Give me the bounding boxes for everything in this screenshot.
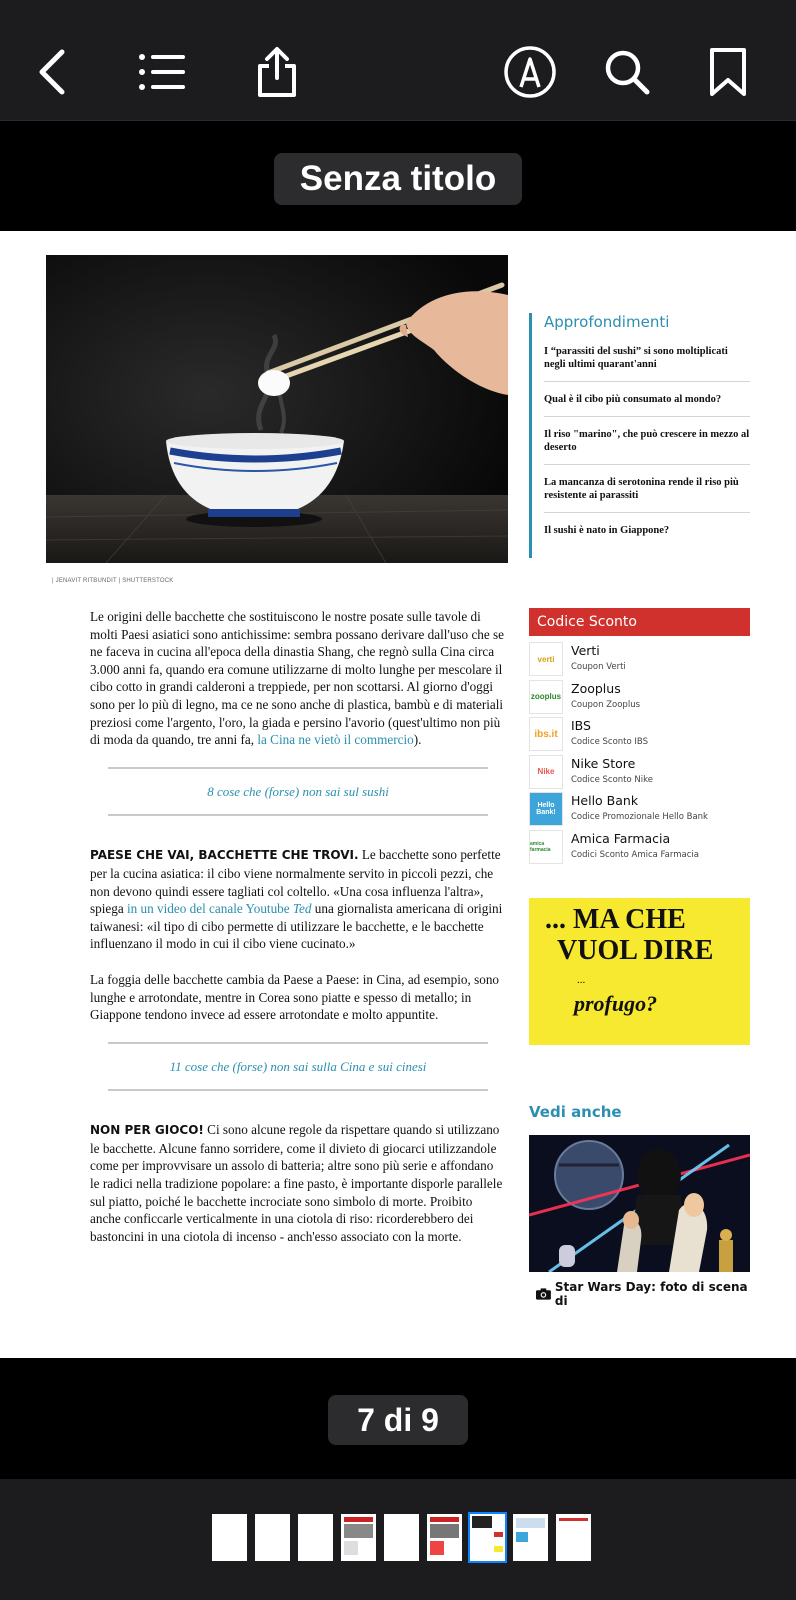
thumb-header	[344, 1517, 373, 1522]
paragraph-text: ).	[413, 732, 422, 748]
coupon-item-nike[interactable]	[529, 753, 750, 791]
thumb-header	[430, 1517, 459, 1522]
coupon-name: Hello Bank	[571, 793, 639, 808]
approfondimenti-link[interactable]: Il sushi è nato in Giappone?	[544, 525, 670, 536]
rice-bowl-chopsticks-image	[46, 255, 508, 563]
photo-credit: | JENAVIT RITBUNDIT | SHUTTERSTOCK	[52, 578, 174, 584]
page-thumbnail-8[interactable]	[513, 1514, 548, 1561]
approfondimenti-link[interactable]: Il riso "marino", che può crescere in mezzo al deserto	[544, 428, 750, 465]
link-text-em: Ted	[292, 901, 312, 917]
outline-list-button[interactable]	[132, 42, 192, 102]
section-lead: PAESE CHE VAI, BACCHETTE CHE TROVI.	[90, 848, 359, 863]
paragraph-origins	[90, 608, 506, 749]
coupon-sub: Codice Sconto Nike	[571, 774, 653, 785]
paragraph-shapes: La foggia delle bacchette cambia da Paese a Paese: in Cina, ad esempio, sono lunghe e arrotondate, mentre in Corea sono piatte e spesso di metallo; in Giappone tendono invece ad essere arrotondate e molto appuntite.	[90, 971, 500, 1023]
document-title[interactable]: Senza titolo	[274, 153, 522, 205]
nike-logo: Nike	[529, 755, 563, 789]
bookmark-icon	[708, 46, 748, 98]
coupon-panel-title: Codice Sconto	[529, 608, 750, 636]
approfondimenti-panel	[529, 313, 750, 558]
coupon-name: Nike Store	[571, 755, 636, 771]
vedi-anche-caption-text: Star Wars Day: foto di scena di	[554, 1280, 748, 1308]
zooplus-logo: zooplus	[529, 680, 563, 714]
page-thumbnail-3[interactable]	[298, 1514, 333, 1561]
star-wars-poster-image	[529, 1135, 750, 1272]
page-thumbnail-7[interactable]	[470, 1514, 505, 1561]
back-icon	[36, 48, 68, 96]
search-icon	[603, 48, 651, 96]
paragraph-text: Le bacchette sono perfette per la cucina asiatica: il cibo viene normalmente servito in piccoli pezzi, che non devono quindi essere tagliati col coltello. «Una cosa influenza l'altra», spiega	[90, 847, 501, 917]
page-thumbnail-5[interactable]	[384, 1514, 419, 1561]
paragraph-country	[90, 846, 506, 953]
top-toolbar	[0, 0, 796, 121]
amicafarmacia-logo: amica farmacia	[529, 830, 563, 864]
coupon-sub: Codice Promozionale Hello Bank	[571, 812, 708, 822]
ted-video-link[interactable]	[127, 901, 312, 916]
coupon-sub: Coupon Zooplus	[571, 699, 641, 710]
link-text: in un video del canale Youtube	[127, 901, 293, 917]
page-indicator: 7 di 9	[328, 1395, 468, 1445]
thumb-coupon	[494, 1532, 503, 1537]
paragraph-text: una giornalista americana di origini taiwanesi: «il tipo di cibo permette di utilizzare le bacchette, e le bacchette influenzano il modo in cui il cibo viene cucinato.»	[90, 901, 503, 952]
share-icon	[255, 46, 299, 98]
vedi-anche-panel	[529, 1103, 750, 1308]
approfondimenti-title: Approfondimenti	[544, 313, 670, 331]
approfondimenti-link[interactable]: I “parassiti del sushi” si sono moltiplicati negli ultimi quarant'anni	[544, 345, 750, 382]
coupon-sub: Coupon Verti	[571, 662, 626, 672]
ibs-logo: ibs.it	[529, 717, 563, 751]
list-icon	[137, 52, 187, 92]
back-button[interactable]	[22, 42, 82, 102]
page-thumbnail-4[interactable]	[341, 1514, 376, 1561]
vedi-anche-caption[interactable]	[529, 1280, 750, 1308]
promo-line: VUOL DIRE	[557, 935, 714, 966]
markup-button[interactable]	[500, 42, 560, 102]
bookmark-button[interactable]	[698, 42, 758, 102]
star-wars-poster[interactable]	[529, 1135, 750, 1272]
thumb-image	[430, 1524, 459, 1538]
page-thumbnail-1[interactable]	[212, 1514, 247, 1561]
thumb-image	[344, 1524, 373, 1538]
thumb-header	[559, 1518, 588, 1521]
thumb-image	[516, 1518, 545, 1528]
coupon-sub: Codici Sconto Amica Farmacia	[571, 849, 699, 860]
vedi-anche-title: Vedi anche	[529, 1103, 622, 1121]
thumb-promo	[494, 1546, 503, 1552]
coupon-name: IBS	[571, 718, 591, 733]
coupon-item-amicafarmacia[interactable]	[529, 828, 750, 866]
coupon-panel	[529, 608, 750, 865]
coupon-sub: Codice Sconto IBS	[571, 737, 648, 747]
coupon-item-hellobank[interactable]	[529, 790, 750, 828]
related-article-sushi[interactable]: 8 cose che (forse) non sai sul sushi	[108, 767, 488, 817]
promo-line: ... MA CHE	[545, 904, 686, 935]
coupon-name: Verti	[571, 643, 600, 658]
profugo-promo-banner[interactable]	[529, 898, 750, 1045]
promo-line: ...	[577, 974, 586, 986]
approfondimenti-link[interactable]: Qual è il cibo più consumato al mondo?	[544, 393, 750, 417]
paragraph-text: Ci sono alcune regole da rispettare quando si utilizzano le bacchette. Alcune fanno sorridere, come il divieto di giocarci utilizzandole come per improvvisare un assolo di batteria; altre sono più serie e affondano le radici nella tradizione popolare: a fine pasto, è importante disporle parallele sul piatto, poiché le bacchette incrociate sono simbolo di morte. Proibito anche conficcarle verticalmente in una ciotola di riso: ricorderebbero dei bastoncini in una ciotola di incenso - anch'esso associato con la morte.	[90, 1122, 503, 1244]
thumb-image	[344, 1541, 358, 1555]
section-lead: NON PER GIOCO!	[90, 1123, 204, 1138]
related-article-china[interactable]: 11 cose che (forse) non sai sulla Cina e sui cinesi	[108, 1042, 488, 1092]
hellobank-logo: Hello Bank!	[529, 792, 563, 826]
coupon-name: Zooplus	[571, 680, 621, 696]
page-thumbnail-6[interactable]	[427, 1514, 462, 1561]
page-thumbnail-9[interactable]	[556, 1514, 591, 1561]
ivory-ban-link[interactable]: la Cina ne vietò il commercio	[257, 732, 414, 748]
approfondimenti-link[interactable]: La mancanza di serotonina rende il riso più resistente ai parassiti	[544, 476, 750, 513]
paragraph-rules	[90, 1121, 506, 1245]
promo-line: profugo?	[574, 991, 658, 1016]
thumb-image	[430, 1541, 444, 1555]
share-button[interactable]	[247, 42, 307, 102]
thumbnail-strip	[0, 1479, 796, 1600]
verti-logo: verti	[529, 642, 563, 676]
coupon-item-verti[interactable]	[529, 640, 750, 678]
paragraph-text: Le origini delle bacchette che sostituiscono le nostre posate sulle tavole di molti Paesi asiatici sono antichissime: sembra possano derivare dall'uso che se ne faceva in cucina all'epoca della dinastia Shang, che regnò sulla Cina circa 3.000 anni fa, quando era comune utilizzarne di molto lunghe per mescolare il cibo cotto in grandi calderoni a treppiede, per non scottarsi. Al giorno d'oggi sono per lo più di legno, ma ce ne sono anche di plastica, bambù e di materiali preziosi come l'argento, l'oro, la giada e persino l'avorio (quest'ultimo non più di moda da quando, tre anni fa,	[90, 609, 505, 748]
page-thumbnail-2[interactable]	[255, 1514, 290, 1561]
coupon-item-zooplus[interactable]	[529, 678, 750, 716]
camera-icon	[536, 1288, 551, 1300]
thumb-image	[472, 1516, 492, 1528]
coupon-item-ibs[interactable]	[529, 715, 750, 753]
article-body	[90, 608, 506, 1263]
search-button[interactable]	[597, 42, 657, 102]
hero-photo	[46, 255, 508, 563]
thumb-image	[516, 1532, 528, 1542]
coupon-name: Amica Farmacia	[571, 830, 671, 846]
pdf-page[interactable]	[0, 231, 796, 1358]
markup-icon	[503, 45, 557, 99]
